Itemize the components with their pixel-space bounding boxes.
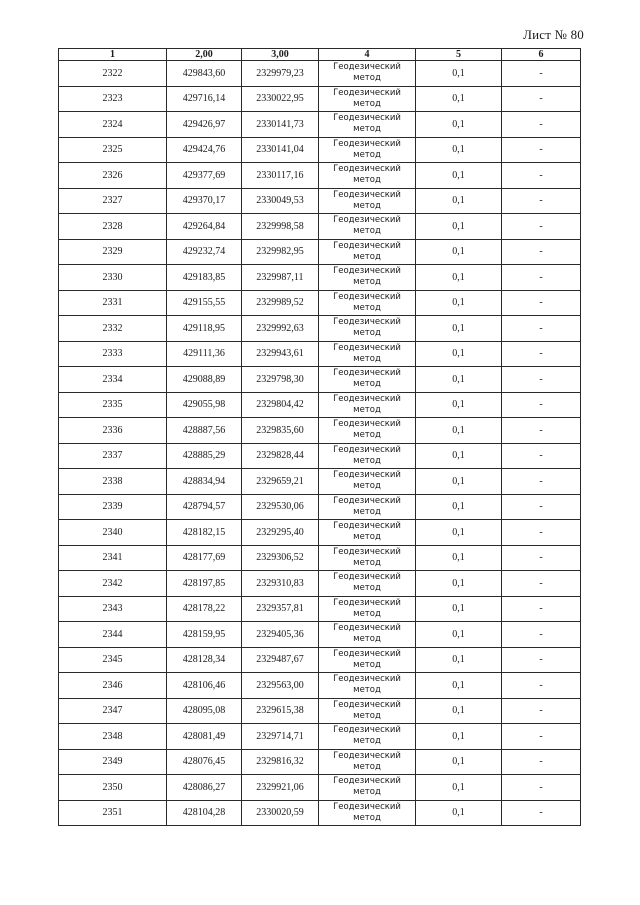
note-cell: - bbox=[502, 392, 581, 418]
method-cell bbox=[319, 698, 416, 724]
method-cell bbox=[319, 800, 416, 826]
x-coordinate-cell: 429424,76 bbox=[167, 137, 242, 163]
accuracy-cell: 0,1 bbox=[416, 112, 502, 138]
x-coordinate-cell: 429716,14 bbox=[167, 86, 242, 112]
accuracy-cell: 0,1 bbox=[416, 596, 502, 622]
accuracy-cell: 0,1 bbox=[416, 749, 502, 775]
method-line-1: Геодезический bbox=[333, 419, 401, 430]
method-line-2: метод bbox=[353, 277, 381, 288]
table-row bbox=[59, 367, 581, 393]
x-coordinate-cell: 428177,69 bbox=[167, 545, 242, 571]
point-number-cell: 2327 bbox=[59, 188, 167, 214]
y-coordinate-cell: 2329530,06 bbox=[242, 494, 319, 520]
y-coordinate-cell: 2329405,36 bbox=[242, 622, 319, 648]
y-coordinate-cell: 2329989,52 bbox=[242, 290, 319, 316]
accuracy-cell: 0,1 bbox=[416, 392, 502, 418]
method-cell bbox=[319, 188, 416, 214]
method-cell bbox=[319, 545, 416, 571]
accuracy-cell: 0,1 bbox=[416, 571, 502, 597]
table-body bbox=[59, 61, 581, 826]
method-line-2: метод bbox=[353, 761, 381, 772]
note-cell: - bbox=[502, 698, 581, 724]
method-line-2: метод bbox=[353, 812, 381, 823]
x-coordinate-cell: 429111,36 bbox=[167, 341, 242, 367]
note-cell: - bbox=[502, 545, 581, 571]
column-header: 6 bbox=[502, 49, 581, 61]
note-cell: - bbox=[502, 214, 581, 240]
accuracy-cell: 0,1 bbox=[416, 86, 502, 112]
method-line-2: метод bbox=[353, 124, 381, 135]
y-coordinate-cell: 2329943,61 bbox=[242, 341, 319, 367]
note-cell: - bbox=[502, 775, 581, 801]
method-line-1: Геодезический bbox=[333, 725, 401, 736]
method-line-2: метод bbox=[353, 73, 381, 84]
column-header: 5 bbox=[416, 49, 502, 61]
method-line-1: Геодезический bbox=[333, 801, 401, 812]
method-line-2: метод bbox=[353, 583, 381, 594]
y-coordinate-cell: 2330117,16 bbox=[242, 163, 319, 189]
note-cell: - bbox=[502, 239, 581, 265]
table-row bbox=[59, 698, 581, 724]
table-row bbox=[59, 239, 581, 265]
table-row bbox=[59, 265, 581, 291]
method-cell bbox=[319, 443, 416, 469]
table-row bbox=[59, 112, 581, 138]
method-line-2: метод bbox=[353, 302, 381, 313]
table-row bbox=[59, 724, 581, 750]
note-cell: - bbox=[502, 265, 581, 291]
y-coordinate-cell: 2329615,38 bbox=[242, 698, 319, 724]
method-line-1: Геодезический bbox=[333, 546, 401, 557]
note-cell: - bbox=[502, 494, 581, 520]
accuracy-cell: 0,1 bbox=[416, 469, 502, 495]
column-header: 1 bbox=[59, 49, 167, 61]
method-line-2: метод bbox=[353, 685, 381, 696]
method-cell bbox=[319, 775, 416, 801]
table-row bbox=[59, 622, 581, 648]
note-cell: - bbox=[502, 469, 581, 495]
x-coordinate-cell: 429055,98 bbox=[167, 392, 242, 418]
method-line-2: метод bbox=[353, 175, 381, 186]
method-line-2: метод bbox=[353, 608, 381, 619]
method-line-2: метод bbox=[353, 634, 381, 645]
note-cell: - bbox=[502, 749, 581, 775]
accuracy-cell: 0,1 bbox=[416, 188, 502, 214]
y-coordinate-cell: 2330022,95 bbox=[242, 86, 319, 112]
note-cell: - bbox=[502, 341, 581, 367]
point-number-cell: 2336 bbox=[59, 418, 167, 444]
method-line-1: Геодезический bbox=[333, 674, 401, 685]
note-cell: - bbox=[502, 86, 581, 112]
x-coordinate-cell: 428834,94 bbox=[167, 469, 242, 495]
table-row bbox=[59, 392, 581, 418]
point-number-cell: 2322 bbox=[59, 61, 167, 87]
x-coordinate-cell: 429264,84 bbox=[167, 214, 242, 240]
point-number-cell: 2344 bbox=[59, 622, 167, 648]
accuracy-cell: 0,1 bbox=[416, 775, 502, 801]
x-coordinate-cell: 428159,95 bbox=[167, 622, 242, 648]
x-coordinate-cell: 428095,08 bbox=[167, 698, 242, 724]
method-line-1: Геодезический bbox=[333, 470, 401, 481]
note-cell: - bbox=[502, 571, 581, 597]
method-line-1: Геодезический bbox=[333, 342, 401, 353]
point-number-cell: 2342 bbox=[59, 571, 167, 597]
method-line-1: Геодезический bbox=[333, 138, 401, 149]
table-row bbox=[59, 188, 581, 214]
coordinates-table bbox=[58, 48, 581, 826]
accuracy-cell: 0,1 bbox=[416, 61, 502, 87]
table-row bbox=[59, 316, 581, 342]
method-cell bbox=[319, 61, 416, 87]
method-cell bbox=[319, 622, 416, 648]
method-line-1: Геодезический bbox=[333, 164, 401, 175]
method-cell bbox=[319, 571, 416, 597]
point-number-cell: 2348 bbox=[59, 724, 167, 750]
accuracy-cell: 0,1 bbox=[416, 647, 502, 673]
y-coordinate-cell: 2329921,06 bbox=[242, 775, 319, 801]
table-row bbox=[59, 647, 581, 673]
accuracy-cell: 0,1 bbox=[416, 290, 502, 316]
point-number-cell: 2325 bbox=[59, 137, 167, 163]
point-number-cell: 2338 bbox=[59, 469, 167, 495]
method-line-2: метод bbox=[353, 710, 381, 721]
method-cell bbox=[319, 392, 416, 418]
accuracy-cell: 0,1 bbox=[416, 316, 502, 342]
method-cell bbox=[319, 520, 416, 546]
method-line-2: метод bbox=[353, 736, 381, 747]
method-cell bbox=[319, 367, 416, 393]
method-cell bbox=[319, 469, 416, 495]
accuracy-cell: 0,1 bbox=[416, 443, 502, 469]
method-line-2: метод bbox=[353, 328, 381, 339]
table-row bbox=[59, 214, 581, 240]
point-number-cell: 2324 bbox=[59, 112, 167, 138]
point-number-cell: 2335 bbox=[59, 392, 167, 418]
point-number-cell: 2343 bbox=[59, 596, 167, 622]
y-coordinate-cell: 2329998,58 bbox=[242, 214, 319, 240]
accuracy-cell: 0,1 bbox=[416, 494, 502, 520]
method-line-2: метод bbox=[353, 481, 381, 492]
y-coordinate-cell: 2329487,67 bbox=[242, 647, 319, 673]
table-row bbox=[59, 341, 581, 367]
y-coordinate-cell: 2329306,52 bbox=[242, 545, 319, 571]
y-coordinate-cell: 2329992,63 bbox=[242, 316, 319, 342]
method-line-1: Геодезический bbox=[333, 266, 401, 277]
point-number-cell: 2346 bbox=[59, 673, 167, 699]
x-coordinate-cell: 429232,74 bbox=[167, 239, 242, 265]
method-line-1: Геодезический bbox=[333, 572, 401, 583]
note-cell: - bbox=[502, 290, 581, 316]
method-cell bbox=[319, 112, 416, 138]
note-cell: - bbox=[502, 163, 581, 189]
table-row bbox=[59, 673, 581, 699]
method-line-1: Геодезический bbox=[333, 776, 401, 787]
method-line-1: Геодезический bbox=[333, 648, 401, 659]
method-line-1: Геодезический bbox=[333, 750, 401, 761]
note-cell: - bbox=[502, 800, 581, 826]
table-row bbox=[59, 571, 581, 597]
x-coordinate-cell: 428081,49 bbox=[167, 724, 242, 750]
y-coordinate-cell: 2329714,71 bbox=[242, 724, 319, 750]
method-line-2: метод bbox=[353, 353, 381, 364]
note-cell: - bbox=[502, 596, 581, 622]
accuracy-cell: 0,1 bbox=[416, 418, 502, 444]
x-coordinate-cell: 429183,85 bbox=[167, 265, 242, 291]
y-coordinate-cell: 2330020,59 bbox=[242, 800, 319, 826]
accuracy-cell: 0,1 bbox=[416, 698, 502, 724]
method-line-2: метод bbox=[353, 98, 381, 109]
x-coordinate-cell: 428076,45 bbox=[167, 749, 242, 775]
point-number-cell: 2329 bbox=[59, 239, 167, 265]
accuracy-cell: 0,1 bbox=[416, 622, 502, 648]
accuracy-cell: 0,1 bbox=[416, 724, 502, 750]
accuracy-cell: 0,1 bbox=[416, 163, 502, 189]
y-coordinate-cell: 2329563,00 bbox=[242, 673, 319, 699]
point-number-cell: 2328 bbox=[59, 214, 167, 240]
method-line-1: Геодезический bbox=[333, 393, 401, 404]
accuracy-cell: 0,1 bbox=[416, 545, 502, 571]
method-cell bbox=[319, 596, 416, 622]
y-coordinate-cell: 2329979,23 bbox=[242, 61, 319, 87]
point-number-cell: 2350 bbox=[59, 775, 167, 801]
method-cell bbox=[319, 163, 416, 189]
x-coordinate-cell: 428182,15 bbox=[167, 520, 242, 546]
x-coordinate-cell: 428178,22 bbox=[167, 596, 242, 622]
table-row bbox=[59, 163, 581, 189]
note-cell: - bbox=[502, 418, 581, 444]
table-row bbox=[59, 800, 581, 826]
method-line-1: Геодезический bbox=[333, 444, 401, 455]
y-coordinate-cell: 2329816,32 bbox=[242, 749, 319, 775]
point-number-cell: 2331 bbox=[59, 290, 167, 316]
table-header bbox=[59, 49, 581, 61]
column-header: 2,00 bbox=[167, 49, 242, 61]
table-row bbox=[59, 545, 581, 571]
method-line-2: метод bbox=[353, 787, 381, 798]
method-line-1: Геодезический bbox=[333, 291, 401, 302]
point-number-cell: 2330 bbox=[59, 265, 167, 291]
table-row bbox=[59, 494, 581, 520]
point-number-cell: 2334 bbox=[59, 367, 167, 393]
table-row bbox=[59, 469, 581, 495]
point-number-cell: 2351 bbox=[59, 800, 167, 826]
point-number-cell: 2341 bbox=[59, 545, 167, 571]
method-cell bbox=[319, 749, 416, 775]
method-line-2: метод bbox=[353, 532, 381, 543]
sheet-number: Лист № 80 bbox=[523, 27, 584, 42]
point-number-cell: 2332 bbox=[59, 316, 167, 342]
x-coordinate-cell: 429088,89 bbox=[167, 367, 242, 393]
method-cell bbox=[319, 137, 416, 163]
method-line-1: Геодезический bbox=[333, 87, 401, 98]
y-coordinate-cell: 2330049,53 bbox=[242, 188, 319, 214]
method-cell bbox=[319, 214, 416, 240]
note-cell: - bbox=[502, 673, 581, 699]
note-cell: - bbox=[502, 61, 581, 87]
method-line-2: метод bbox=[353, 659, 381, 670]
point-number-cell: 2339 bbox=[59, 494, 167, 520]
accuracy-cell: 0,1 bbox=[416, 520, 502, 546]
method-cell bbox=[319, 724, 416, 750]
table-row bbox=[59, 520, 581, 546]
x-coordinate-cell: 428106,46 bbox=[167, 673, 242, 699]
method-line-2: метод bbox=[353, 149, 381, 160]
column-header: 3,00 bbox=[242, 49, 319, 61]
table-row bbox=[59, 86, 581, 112]
x-coordinate-cell: 429843,60 bbox=[167, 61, 242, 87]
x-coordinate-cell: 428104,28 bbox=[167, 800, 242, 826]
note-cell: - bbox=[502, 520, 581, 546]
method-line-1: Геодезический bbox=[333, 495, 401, 506]
method-cell bbox=[319, 316, 416, 342]
y-coordinate-cell: 2329357,81 bbox=[242, 596, 319, 622]
method-line-2: метод bbox=[353, 200, 381, 211]
method-cell bbox=[319, 341, 416, 367]
x-coordinate-cell: 429426,97 bbox=[167, 112, 242, 138]
x-coordinate-cell: 429370,17 bbox=[167, 188, 242, 214]
accuracy-cell: 0,1 bbox=[416, 214, 502, 240]
method-line-1: Геодезический bbox=[333, 113, 401, 124]
x-coordinate-cell: 429118,95 bbox=[167, 316, 242, 342]
accuracy-cell: 0,1 bbox=[416, 800, 502, 826]
method-line-2: метод bbox=[353, 404, 381, 415]
note-cell: - bbox=[502, 724, 581, 750]
point-number-cell: 2349 bbox=[59, 749, 167, 775]
method-line-1: Геодезический bbox=[333, 317, 401, 328]
method-line-2: метод bbox=[353, 379, 381, 390]
y-coordinate-cell: 2330141,73 bbox=[242, 112, 319, 138]
method-cell bbox=[319, 86, 416, 112]
accuracy-cell: 0,1 bbox=[416, 673, 502, 699]
x-coordinate-cell: 428794,57 bbox=[167, 494, 242, 520]
header-row bbox=[59, 49, 581, 61]
method-line-2: метод bbox=[353, 226, 381, 237]
point-number-cell: 2333 bbox=[59, 341, 167, 367]
accuracy-cell: 0,1 bbox=[416, 265, 502, 291]
method-line-1: Геодезический bbox=[333, 699, 401, 710]
method-cell bbox=[319, 418, 416, 444]
note-cell: - bbox=[502, 443, 581, 469]
point-number-cell: 2345 bbox=[59, 647, 167, 673]
method-cell bbox=[319, 647, 416, 673]
y-coordinate-cell: 2329804,42 bbox=[242, 392, 319, 418]
method-line-2: метод bbox=[353, 430, 381, 441]
accuracy-cell: 0,1 bbox=[416, 341, 502, 367]
point-number-cell: 2323 bbox=[59, 86, 167, 112]
point-number-cell: 2347 bbox=[59, 698, 167, 724]
y-coordinate-cell: 2329987,11 bbox=[242, 265, 319, 291]
method-line-1: Геодезический bbox=[333, 623, 401, 634]
y-coordinate-cell: 2329835,60 bbox=[242, 418, 319, 444]
table-row bbox=[59, 749, 581, 775]
accuracy-cell: 0,1 bbox=[416, 137, 502, 163]
method-cell bbox=[319, 494, 416, 520]
table-row bbox=[59, 596, 581, 622]
point-number-cell: 2340 bbox=[59, 520, 167, 546]
method-line-1: Геодезический bbox=[333, 215, 401, 226]
note-cell: - bbox=[502, 112, 581, 138]
accuracy-cell: 0,1 bbox=[416, 367, 502, 393]
table-row bbox=[59, 775, 581, 801]
note-cell: - bbox=[502, 316, 581, 342]
method-line-2: метод bbox=[353, 251, 381, 262]
method-line-1: Геодезический bbox=[333, 521, 401, 532]
y-coordinate-cell: 2329982,95 bbox=[242, 239, 319, 265]
method-cell bbox=[319, 265, 416, 291]
x-coordinate-cell: 428197,85 bbox=[167, 571, 242, 597]
x-coordinate-cell: 429155,55 bbox=[167, 290, 242, 316]
point-number-cell: 2337 bbox=[59, 443, 167, 469]
method-line-2: метод bbox=[353, 557, 381, 568]
accuracy-cell: 0,1 bbox=[416, 239, 502, 265]
table-row bbox=[59, 418, 581, 444]
method-line-2: метод bbox=[353, 506, 381, 517]
method-line-2: метод bbox=[353, 455, 381, 466]
y-coordinate-cell: 2329295,40 bbox=[242, 520, 319, 546]
method-line-1: Геодезический bbox=[333, 368, 401, 379]
note-cell: - bbox=[502, 188, 581, 214]
column-header: 4 bbox=[319, 49, 416, 61]
method-cell bbox=[319, 673, 416, 699]
table-row bbox=[59, 443, 581, 469]
method-line-1: Геодезический bbox=[333, 240, 401, 251]
method-line-1: Геодезический bbox=[333, 189, 401, 200]
y-coordinate-cell: 2329798,30 bbox=[242, 367, 319, 393]
note-cell: - bbox=[502, 367, 581, 393]
point-number-cell: 2326 bbox=[59, 163, 167, 189]
note-cell: - bbox=[502, 647, 581, 673]
method-line-1: Геодезический bbox=[333, 62, 401, 73]
y-coordinate-cell: 2329659,21 bbox=[242, 469, 319, 495]
y-coordinate-cell: 2329828,44 bbox=[242, 443, 319, 469]
x-coordinate-cell: 428086,27 bbox=[167, 775, 242, 801]
y-coordinate-cell: 2330141,04 bbox=[242, 137, 319, 163]
method-cell bbox=[319, 290, 416, 316]
table-row bbox=[59, 61, 581, 87]
table-row bbox=[59, 290, 581, 316]
method-line-1: Геодезический bbox=[333, 597, 401, 608]
x-coordinate-cell: 428885,29 bbox=[167, 443, 242, 469]
note-cell: - bbox=[502, 137, 581, 163]
y-coordinate-cell: 2329310,83 bbox=[242, 571, 319, 597]
method-cell bbox=[319, 239, 416, 265]
x-coordinate-cell: 428128,34 bbox=[167, 647, 242, 673]
x-coordinate-cell: 429377,69 bbox=[167, 163, 242, 189]
note-cell: - bbox=[502, 622, 581, 648]
x-coordinate-cell: 428887,56 bbox=[167, 418, 242, 444]
table-row bbox=[59, 137, 581, 163]
